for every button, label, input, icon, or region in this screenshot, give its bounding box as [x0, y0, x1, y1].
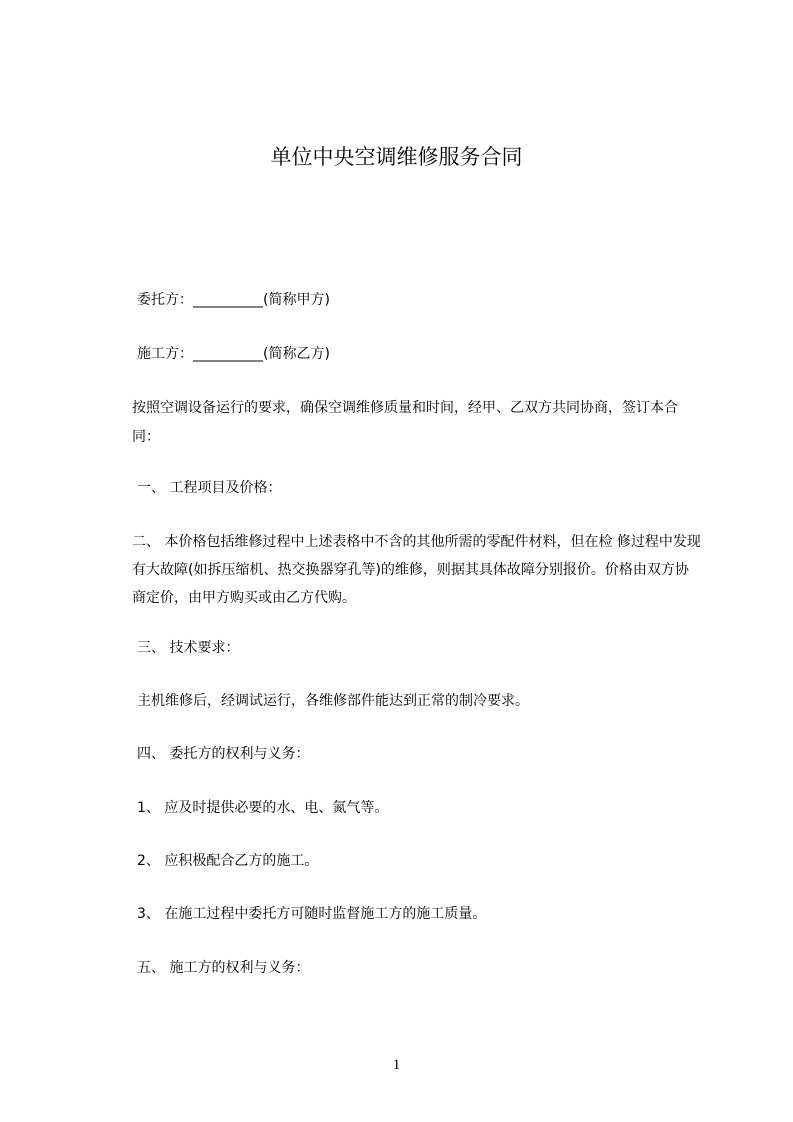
section-1-heading: 一、 工程项目及价格：	[137, 480, 282, 496]
party-a-line: 委托方：__________(简称甲方)	[137, 292, 330, 308]
section-3-text: 主机维修后，经调试运行，各维修部件能达到正常的制冷要求。	[137, 693, 529, 709]
section-3-heading: 三、 技术要求：	[137, 640, 240, 656]
section-4-heading: 四、 委托方的权利与义务：	[137, 746, 310, 762]
page-number: 1	[392, 1057, 401, 1073]
section-5-heading: 五、 施工方的权利与义务：	[137, 960, 310, 976]
preamble-paragraph: 按照空调设备运行的要求，确保空调维修质量和时间，经甲、乙双方共同协商，签订本合同：	[132, 400, 678, 445]
section-4-item-1: 1、 应及时提供必要的水、电、氮气等。	[137, 800, 389, 816]
party-b-line: 施工方：__________(简称乙方)	[137, 346, 330, 362]
section-4-item-3: 3、 在施工过程中委托方可随时监督施工方的施工质量。	[137, 906, 487, 922]
section-2-paragraph: 二、 本价格包括维修过程中上述表格中不含的其他所需的零配件材料，但在检 修过程中发现有大故障(如拆压缩机、热交换器穿孔等)的维修，则据其具体故障分别报价。价格由双方协商定价，由甲方购买或由乙方代购。	[132, 534, 701, 606]
section-4-item-2: 2、 应积极配合乙方的施工。	[137, 853, 319, 869]
contract-title: 单位中央空调维修服务合同	[270, 145, 523, 169]
